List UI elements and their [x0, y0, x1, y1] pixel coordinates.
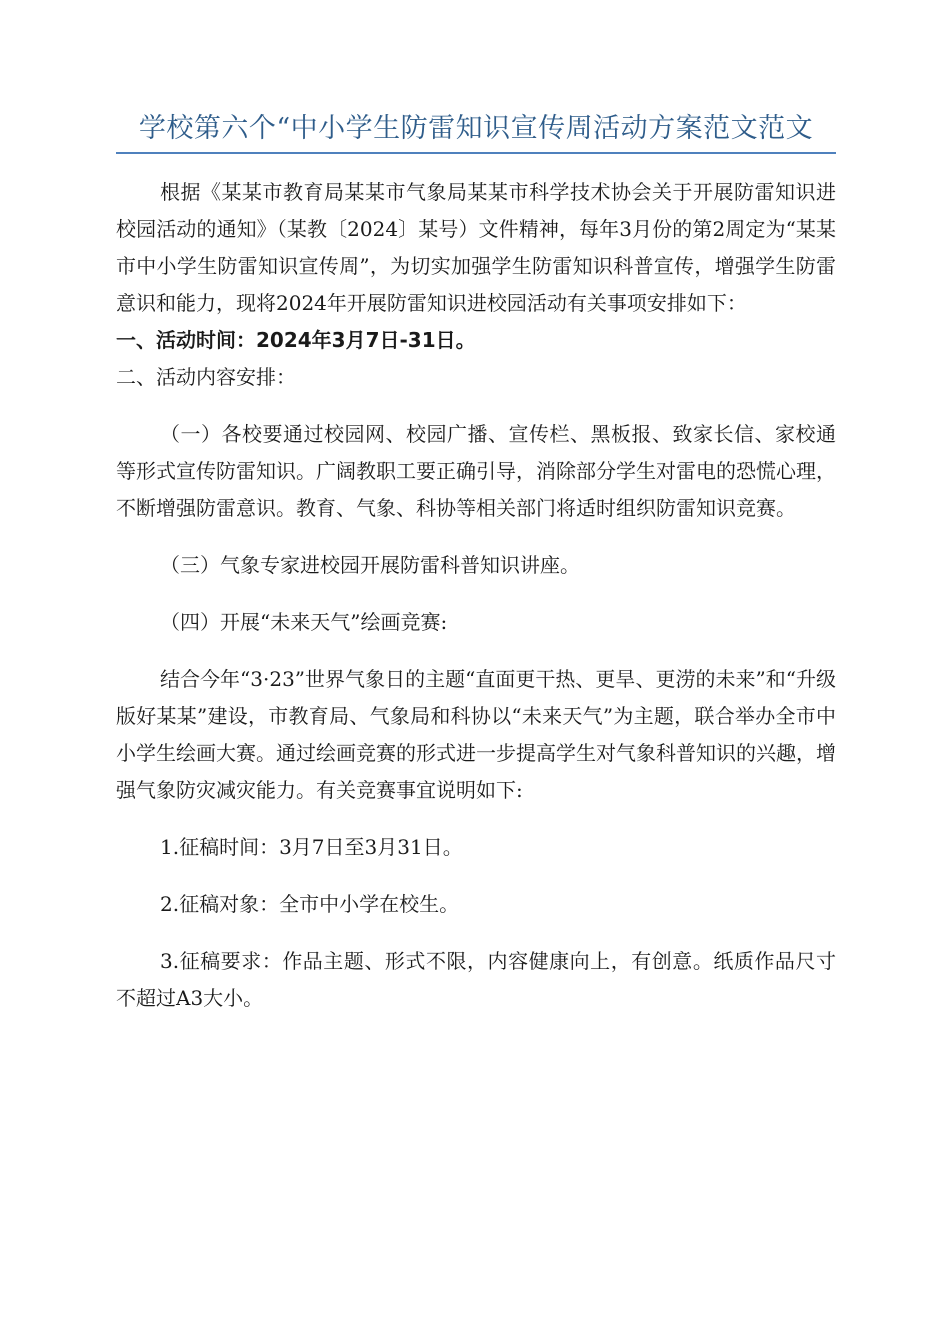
intro-paragraph: 根据《某某市教育局某某市气象局某某市科学技术协会关于开展防雷知识进校园活动的通知》（某教〔2024〕某号）文件精神，每年3月份的第2周定为“某某市中小学生防雷知识宣传周”，为切实加强学生防雷知识科普宣传，增强学生防雷意识和能力，现将2024年开展防雷知识进校园活动有关事项安排如下： [116, 180, 836, 315]
rule-submission-time: 1.征稿时间：3月7日至3月31日。 [160, 835, 463, 859]
item-one-paragraph: （一）各校要通过校园网、校园广播、宣传栏、黑板报、致家长信、家校通等形式宣传防雷知识。广阔教职工要正确引导，消除部分学生对雷电的恐慌心理，不断增强防雷意识。教育、气象、科协等相关部门将适时组织防雷知识竞赛。 [116, 422, 836, 520]
item-four-paragraph: （四）开展“未来天气”绘画竞赛: [160, 610, 448, 634]
item-three-paragraph: （三）气象专家进校园开展防雷科普知识讲座。 [160, 553, 580, 577]
document-title: 学校第六个“中小学生防雷知识宣传周活动方案范文范文 [138, 113, 814, 144]
document-page [116, 0, 836, 1017]
title-underline [116, 152, 836, 154]
section-activity-time: 一、活动时间：2024年3月7日-31日。 [116, 328, 476, 352]
section-activity-content: 二、活动内容安排： [116, 365, 296, 389]
rule-submission-requirements: 3.征稿要求：作品主题、形式不限，内容健康向上，有创意。纸质作品尺寸不超过A3大小。 [116, 949, 836, 1010]
contest-description-paragraph: 结合今年“3·23”世界气象日的主题“直面更干热、更旱、更涝的未来”和“升级版好某某”建设，市教育局、气象局和科协以“未来天气”为主题，联合举办全市中小学生绘画大赛。通过绘画竞赛的形式进一步提高学生对气象科普知识的兴趣，增强气象防灾减灾能力。有关竞赛事宜说明如下: [116, 667, 836, 802]
rule-submission-target: 2.征稿对象：全市中小学在校生。 [160, 892, 460, 916]
